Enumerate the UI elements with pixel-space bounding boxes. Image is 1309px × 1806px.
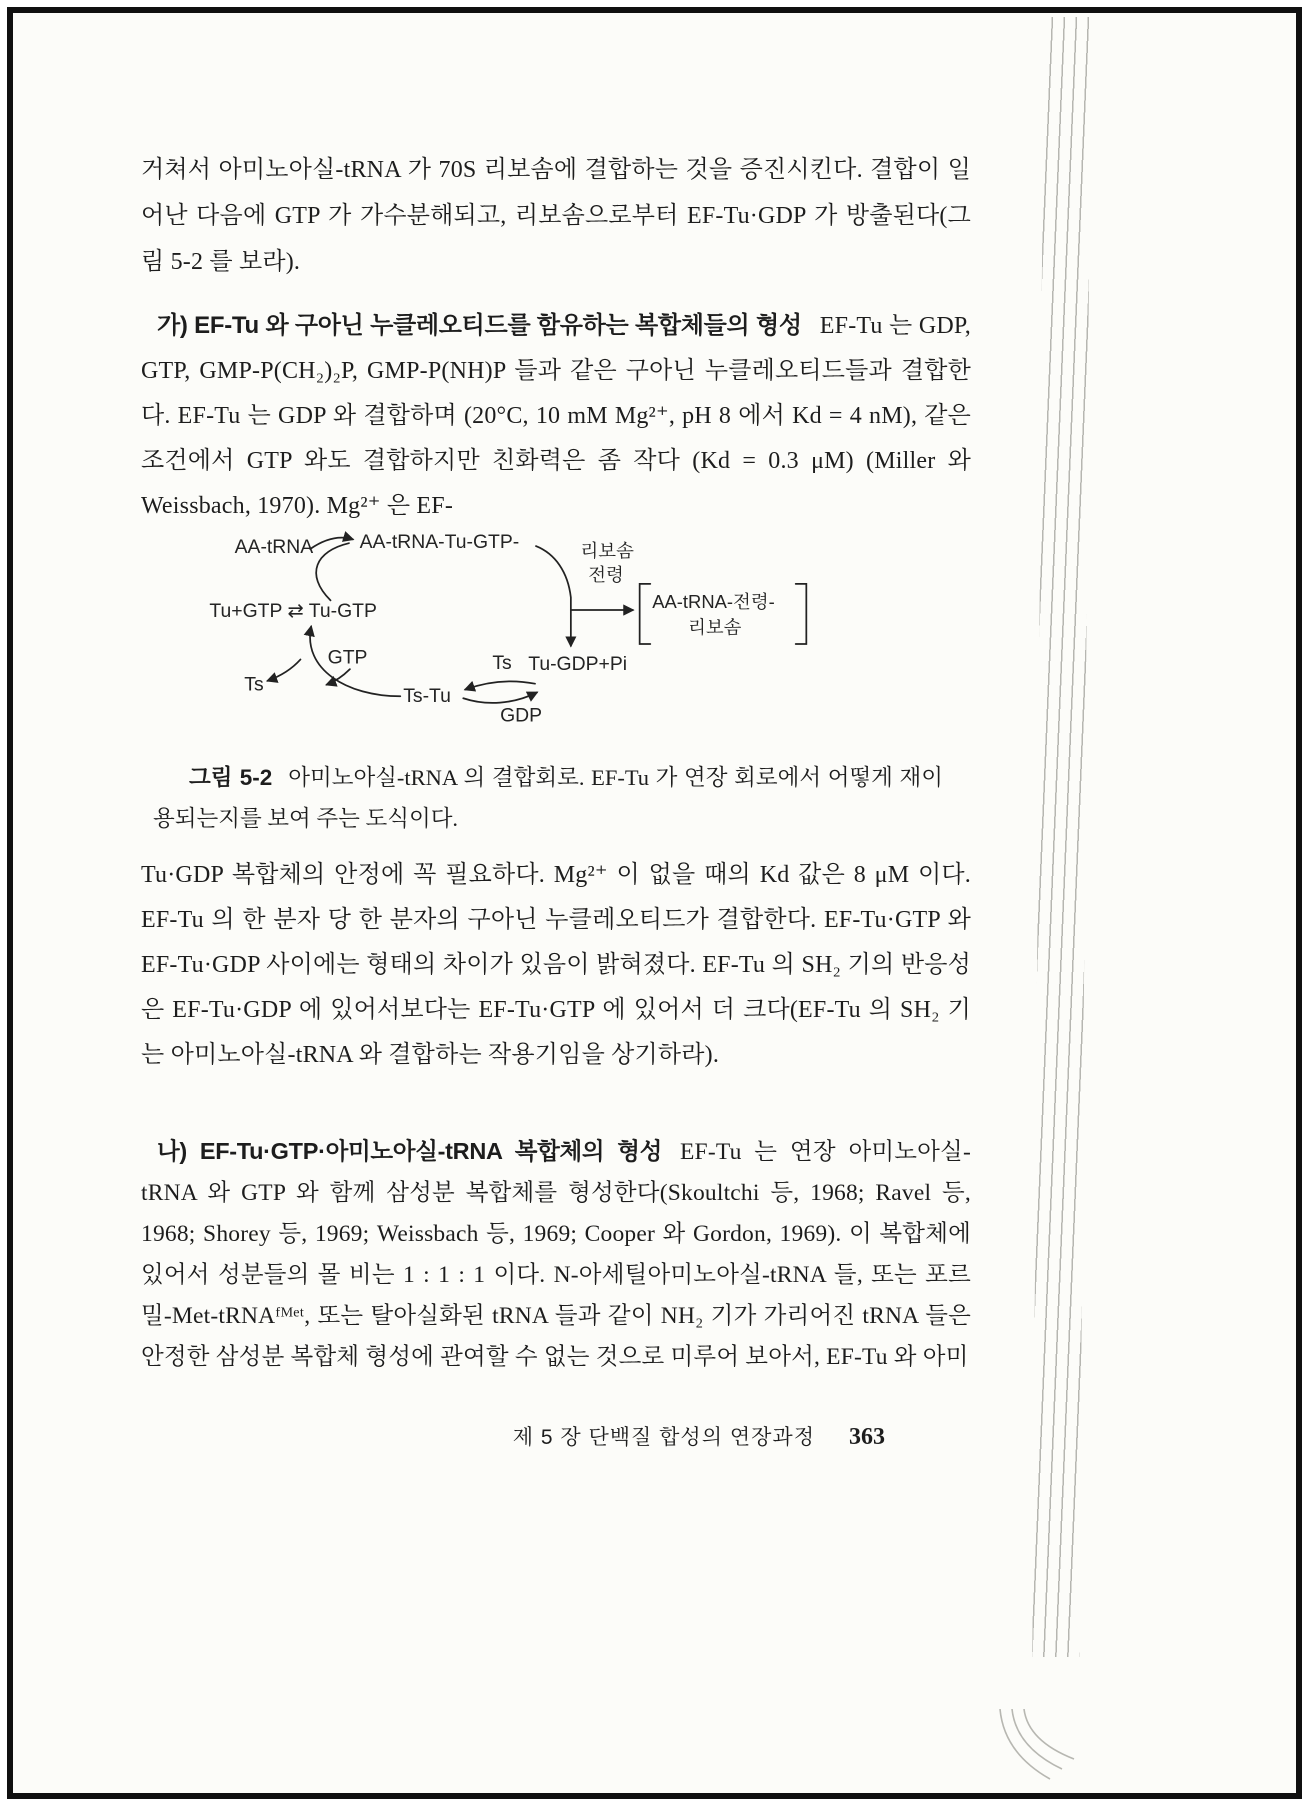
label-messenger-top: 전령 (588, 563, 624, 585)
arrow-ts-out (268, 659, 301, 680)
figure-caption (153, 757, 943, 839)
section-ga (141, 303, 971, 529)
section-ga-heading: 가) EF-Tu 와 구아닌 누클레오티드를 함유하는 복합체들의 형성 (157, 312, 802, 339)
footer-chapter: 제 5 장 단백질 합성의 연장과정 (512, 1426, 815, 1449)
page (7, 7, 1302, 1799)
label-complex-line1: AA-tRNA-전령- (652, 591, 775, 613)
paragraph-after-figure: Tu·GDP 복합체의 안정에 꼭 필요하다. Mg²⁺ 이 없을 때의 Kd 값은 8 μM 이다. EF-Tu 의 한 분자 당 한 분자의 구아닌 누클레오티드가 결합한다. EF-Tu·GTP 와 EF-Tu·GDP 사이에는 형태의 차이가 있음이 밝혀졌다. EF-Tu 의 SH₂ 기의 반응성은 EF-Tu·GDP 에 있어서보다는 EF-Tu·GTP 에 있어서 더 크다(EF-Tu 의 SH₂ 기는 아미노아실-tRNA 와 결합하는 작용기임을 상기하라). (141, 862, 971, 1068)
figure-caption-label: 그림 5-2 (189, 765, 273, 790)
label-aa-trna-tu-gtp: AA-tRNA-Tu-GTP- (359, 531, 520, 554)
page-footer (141, 1421, 971, 1451)
label-ts-left: Ts (244, 673, 264, 696)
paragraph-intro: 거쳐서 아미노아실-tRNA 가 70S 리보솜에 결합하는 것을 증진시킨다. 결합이 일어난 다음에 GTP 가 가수분해되고, 리보솜으로부터 EF-Tu·GDP 가 방출된다(그림 5-2 를 보라). (141, 157, 971, 275)
figure-5-2-diagram (205, 518, 865, 737)
bracket-left (640, 584, 651, 644)
book-page-edges (1032, 17, 1090, 1657)
label-gtp: GTP (327, 646, 368, 669)
label-ribosome-top: 리보솜 (580, 539, 634, 561)
section-na-text: EF-Tu 는 연장 아미노아실-tRNA 와 GTP 와 함께 삼성분 복합체를 형성한다(Skoultchi 등, 1968; Ravel 등, 1968; Shorey 등, 1969; Weissbach 등, 1969; Cooper 와 Gordon, 1969). 이 복합체에 있어서 성분들의 몰 비는 1 : 1 : 1 이다. N-아세틸아미노아실-tRNA 들, 또는 포르밀-Met-tRNAᶠᴹᵉᵗ, 또는 탈아실화된 tRNA 들과 같이 NH₂ 기가 가리어진 tRNA 들은 안정한 삼성분 복합체 형성에 관여할 수 없는 것으로 미루어 보아서, EF-Tu 와 아미 (141, 1139, 971, 1370)
section-na (141, 1131, 971, 1378)
page-curl-lines (988, 1709, 1108, 1791)
arrow-tugdp-to-tstu-top (465, 681, 535, 689)
label-tu-gdp-pi: Tu-GDP+Pi (528, 653, 628, 676)
label-tu-gtp-equilibrium: Tu+GTP ⇄ Tu-GTP (209, 599, 377, 622)
bracket-right (796, 584, 807, 644)
section-na-heading: 나) EF-Tu·GTP·아미노아실-tRNA 복합체의 형성 (157, 1138, 662, 1164)
curl-line-1 (1000, 1709, 1050, 1779)
footer-page-number: 363 (849, 1424, 885, 1450)
arrow-ternary-to-tugdp (536, 546, 571, 646)
label-gdp: GDP (500, 704, 543, 727)
arc-tu-gtp-to-ternary (316, 543, 349, 600)
curl-line-2 (1012, 1709, 1062, 1769)
label-ts-tu: Ts-Tu (403, 685, 451, 708)
figure-caption-text: 아미노아실-tRNA 의 결합회로. EF-Tu 가 연장 회로에서 어떻게 재이용되는지를 보여 주는 도식이다. (153, 765, 943, 831)
arrow-gtp-in (327, 669, 350, 685)
label-aa-trna: AA-tRNA (234, 535, 314, 558)
curl-line-3 (1024, 1709, 1074, 1759)
section-ga-text: EF-Tu 는 GDP, GTP, GMP-P(CH₂)₂P, GMP-P(NH)P 들과 같은 구아닌 누클레오티드들과 결합한다. EF-Tu 는 GDP 와 결합하며 (20°C, 10 mM Mg²⁺, pH 8 에서 Kd = 4 nM), 같은 조건에서 GTP 와도 결합하지만 친화력은 좀 작다 (Kd = 0.3 μM) (Miller 와 Weissbach, 1970). Mg²⁺ 은 EF- (141, 313, 971, 519)
arrow-tstu-to-tugdp-bottom (463, 692, 537, 702)
label-complex-line2: 리보솜 (688, 616, 742, 638)
figure-5-2 (205, 518, 865, 742)
label-ts-mid: Ts (492, 652, 512, 675)
